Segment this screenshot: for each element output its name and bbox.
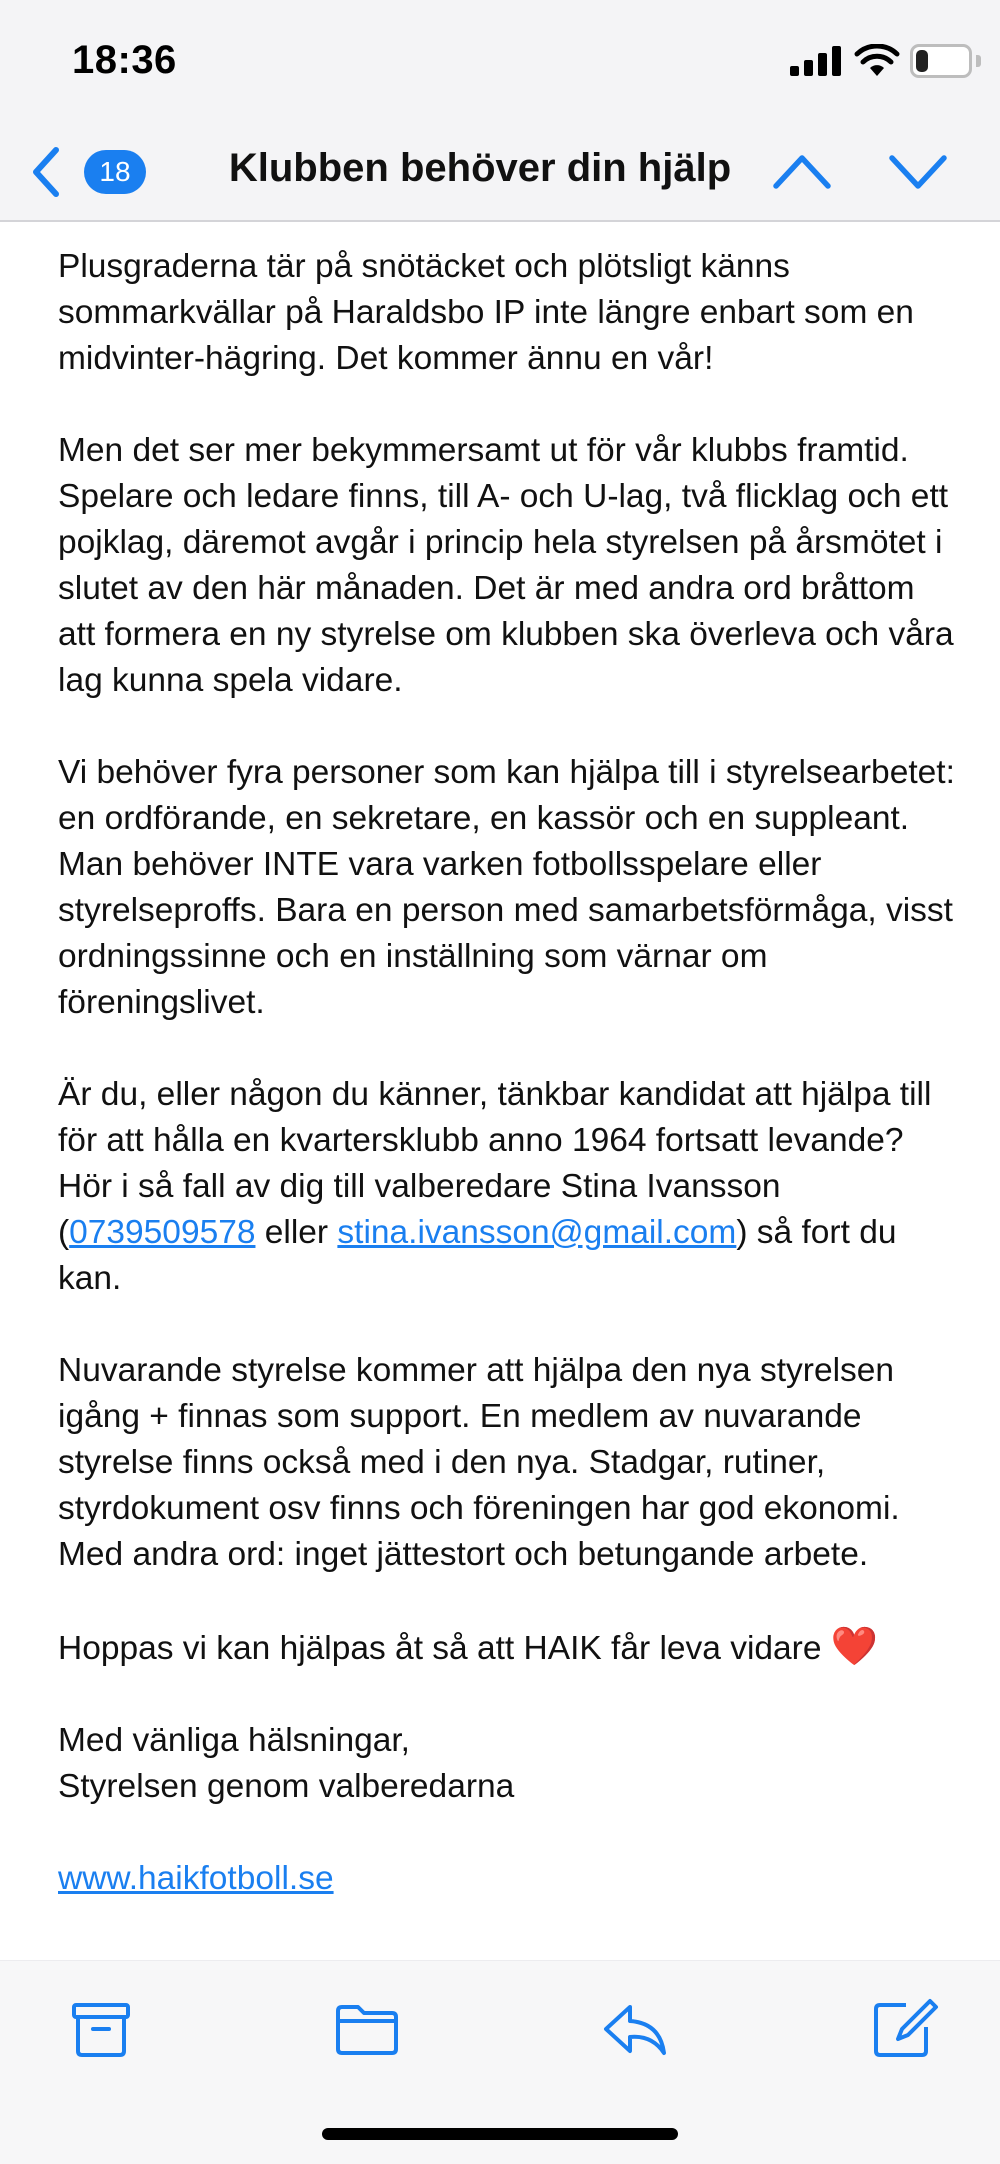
paragraph-1: Plusgraderna tär på snötäcket och plötsligt känns sommarkvällar på Haraldsbo IP inte längre enbart som en midvinter-hägring. Det kommer ännu en vår! — [58, 248, 914, 377]
sign-off — [58, 1718, 958, 1810]
battery-nub — [976, 55, 981, 67]
paragraph-4-text: Är du, eller någon du känner, tänkbar kandidat att hjälpa till för att hålla en kvartersklubb anno 1964 fortsatt levande? Hör i så fall av dig till valberedare Stina Ivansson ( — [58, 1076, 932, 1251]
home-indicator[interactable] — [322, 2128, 678, 2140]
signal-icon — [790, 46, 842, 76]
heart-emoji: ❤️ — [830, 1626, 879, 1668]
paragraph-6-text: Hoppas vi kan hjälpas åt så att HAIK får leva vidare — [58, 1630, 831, 1667]
battery-icon — [910, 44, 972, 78]
back-chevron-icon[interactable] — [28, 146, 64, 198]
paragraph-5: Nuvarande styrelse kommer att hjälpa den nya styrelsen igång + finnas som support. En medlem av nuvarande styrelse finns också med i den nya. Stadgar, rutiner, styrdokument osv finns och föreningen har god ekonomi. Med andra ord: inget jättestort och betungande arbete. — [58, 1352, 900, 1573]
paragraph-6 — [58, 1624, 958, 1672]
website-link[interactable]: www.haikfotboll.se — [58, 1860, 334, 1897]
paragraph-4 — [58, 1072, 958, 1302]
unread-count-badge[interactable]: 18 — [84, 150, 146, 194]
archive-icon[interactable] — [66, 1997, 136, 2061]
paragraph-3: Vi behöver fyra personer som kan hjälpa till i styrelsearbetet: en ordförande, en sekretare, en kassör och en suppleant. Man behöver INTE vara varken fotbollsspelare eller styrelseproffs. Bara en person med samarbetsförmåga, visst ordningssinne och en inställning som värnar om föreningslivet. — [58, 754, 955, 1021]
battery-level: 24 — [927, 48, 955, 75]
folder-icon[interactable] — [332, 1997, 402, 2061]
paragraph-2: Men det ser mer bekymmersamt ut för vår klubbs framtid. Spelare och ledare finns, till A- och U-lag, två flicklag och ett pojklag, däremot avgår i princip hela styrelsen på årsmötet i slutet av den här månaden. Det är med andra ord bråttom att formera en ny styrelse om klubben ska överleva och våra lag kunna spela vidare. — [58, 432, 954, 699]
email-subject-title: Klubben behöver din hjälp — [228, 146, 732, 190]
status-bar — [0, 0, 1000, 120]
email-body — [58, 244, 958, 1948]
paragraph-4-between: eller — [255, 1214, 338, 1251]
compose-icon[interactable] — [870, 1997, 940, 2061]
website-line — [58, 1856, 958, 1902]
paragraph-4-end: ) så fort du kan. — [58, 1214, 897, 1297]
chevron-up-icon[interactable] — [772, 150, 832, 194]
status-icons — [790, 40, 960, 80]
reply-icon[interactable] — [600, 1997, 670, 2061]
signature: Styrelsen genom valberedarna — [58, 1768, 515, 1805]
nav-bar — [0, 120, 1000, 222]
status-time: 18:36 — [72, 38, 177, 82]
email-link[interactable]: stina.ivansson@gmail.com — [337, 1214, 737, 1251]
phone-link[interactable]: 0739509578 — [69, 1214, 256, 1251]
greeting: Med vänliga hälsningar, — [58, 1722, 410, 1759]
chevron-down-icon[interactable] — [888, 150, 948, 194]
wifi-icon — [854, 44, 900, 78]
